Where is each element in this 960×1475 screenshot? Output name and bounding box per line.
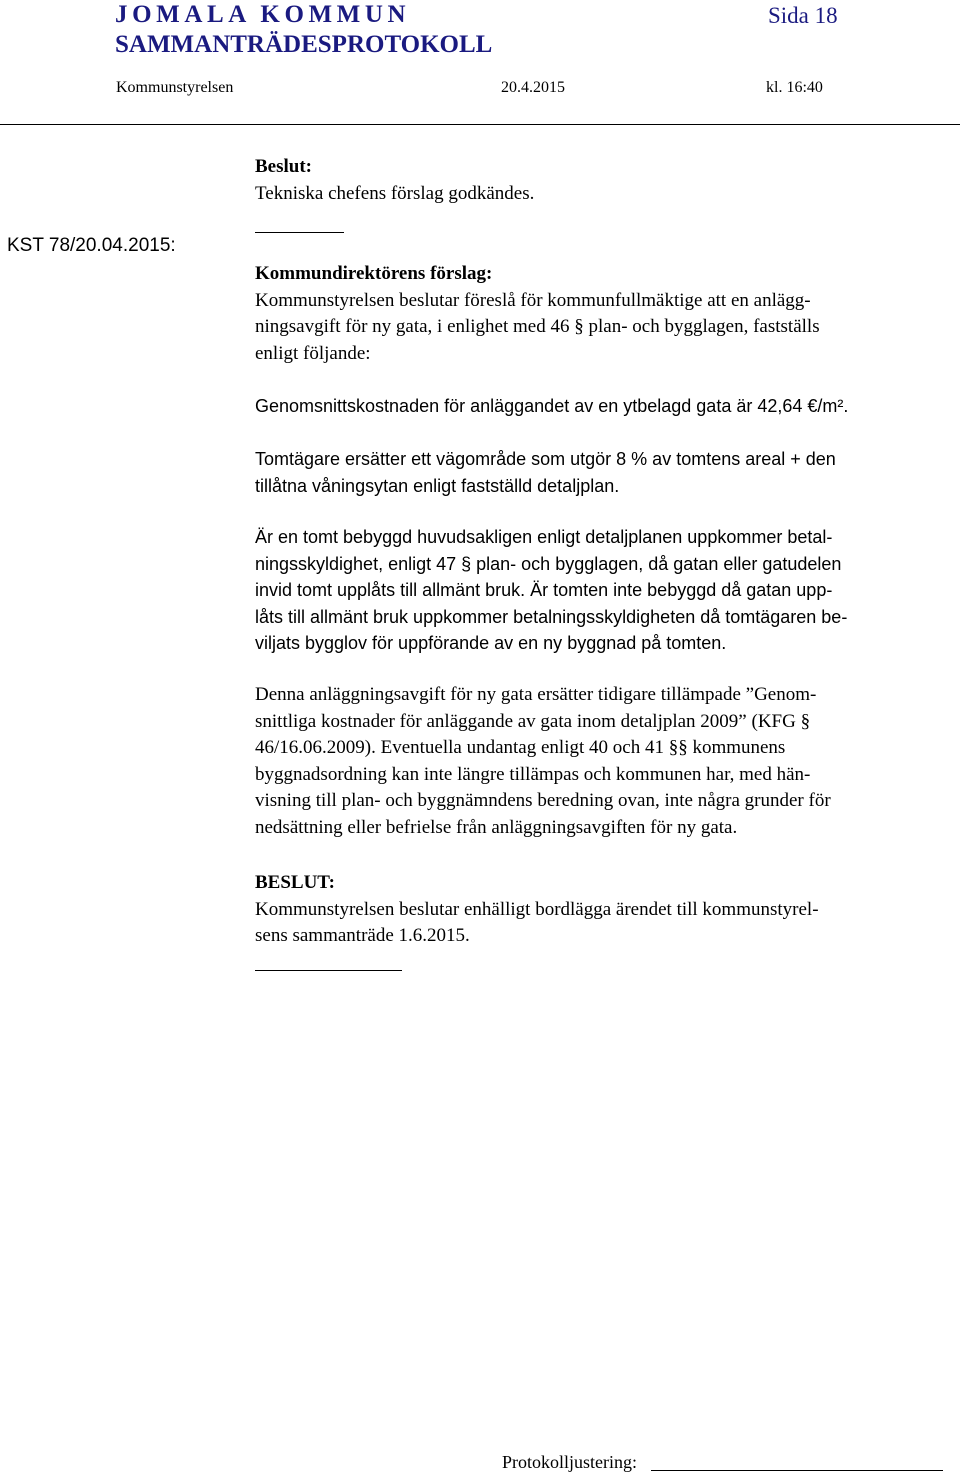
cost-paragraph [255,393,848,420]
bebyggd-line: låts till allmänt bruk uppkommer betalningsskyldigheten då tomtägaren be- [255,606,848,627]
final-decision-block [255,870,819,950]
denna-line: Denna anläggningsavgift för ny gata ersätter tidigare tillämpade ”Genom- [255,684,817,705]
case-reference: KST 78/20.04.2015: [7,235,176,256]
municipality-name: JOMALA KOMMUN [115,1,411,28]
final-decision-label: BESLUT: [255,872,335,893]
denna-line: nedsättning eller befrielse från anläggningsavgiften för ny gata. [255,816,738,838]
meeting-date: 20.4.2015 [501,79,565,96]
page-number: Sida 18 [768,3,838,28]
denna-paragraph [255,682,831,841]
beslut-block [255,154,534,207]
signature-line [651,1470,943,1471]
beslut-text: Tekniska chefens förslag godkändes. [255,182,535,204]
protocol-verification-label: Protokolljustering: [502,1452,637,1472]
end-divider [255,970,402,971]
document-title: SAMMANTRÄDESPROTOKOLL [115,31,493,58]
tomt-line: Tomtägare ersätter ett vägområde som utgör 8 % av tomtens areal + den [255,449,836,469]
proposal-line: enligt följande: [255,342,371,364]
header-divider [0,124,960,125]
final-decision-line: Kommunstyrelsen beslutar enhälligt bordlägga ärendet till kommunstyrel- [255,898,819,920]
denna-line: byggnadsordning kan inte längre tillämpas och kommunen har, med hän- [255,763,811,785]
tomt-line: tillåtna våningsytan enligt fastställd detaljplan. [255,475,620,496]
proposal-heading: Kommundirektörens förslag: [255,263,493,284]
beslut-label: Beslut: [255,156,312,177]
denna-line: snittliga kostnader för anläggande av gata inom detaljplan 2009” (KFG § [255,710,811,732]
meeting-body: Kommunstyrelsen [116,79,234,96]
final-decision-line: sens sammanträde 1.6.2015. [255,925,470,946]
proposal-block [255,261,820,367]
proposal-line: Kommunstyrelsen beslutar föreslå för kommunfullmäktige att en anlägg- [255,289,811,311]
denna-line: visning till plan- och byggnämndens beredning ovan, inte några grunder för [255,790,831,811]
bebyggd-paragraph [255,524,847,657]
bebyggd-line: ningsskyldighet, enligt 47 § plan- och bygglagen, då gatan eller gatudelen [255,553,842,574]
bebyggd-line: viljats bygglov för uppförande av en ny byggnad på tomten. [255,633,727,653]
tomt-paragraph [255,446,836,499]
denna-line: 46/16.06.2009). Eventuella undantag enligt 40 och 41 §§ kommunens [255,737,786,758]
proposal-line: ningsavgift för ny gata, i enlighet med 46 § plan- och bygglagen, fastställs [255,316,820,337]
meeting-time: kl. 16:40 [766,79,823,96]
cost-line: Genomsnittskostnaden för anläggandet av en ytbelagd gata är 42,64 €/m². [255,396,849,416]
section-divider [255,232,344,233]
bebyggd-line: Är en tomt bebyggd huvudsakligen enligt detaljplanen uppkommer betal- [255,527,833,547]
bebyggd-line: invid tomt upplåts till allmänt bruk. Är tomten inte bebyggd då gatan upp- [255,580,833,600]
